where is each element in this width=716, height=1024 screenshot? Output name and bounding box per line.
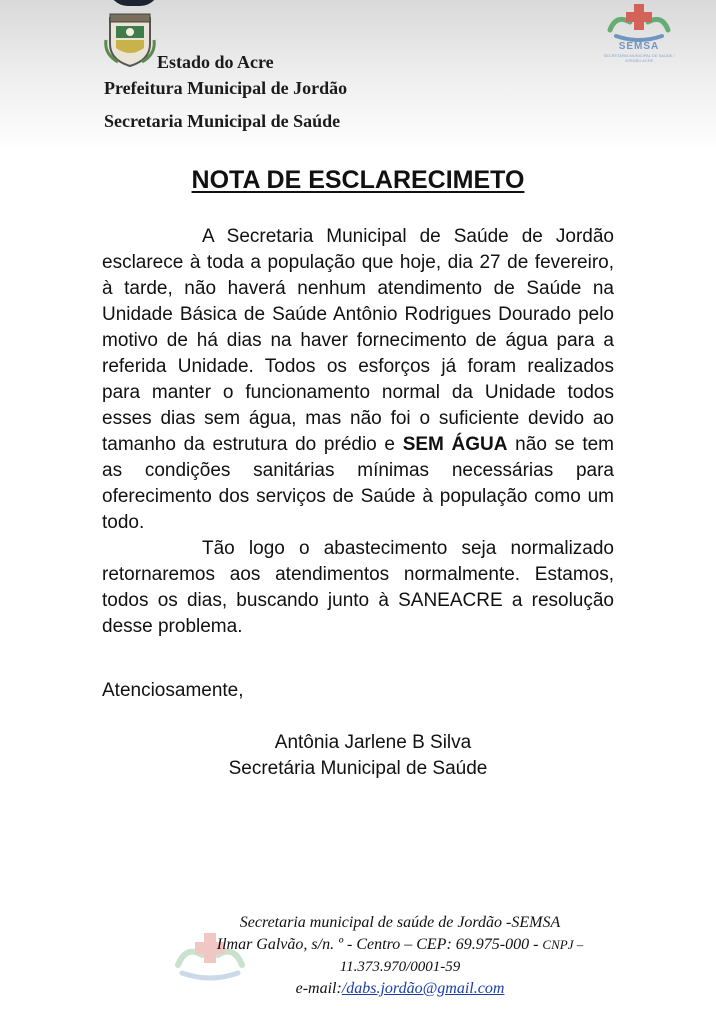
footer-email-link[interactable]: /dabs.jordão@gmail.com [341,980,505,997]
footer-line-1: Secretaria municipal de saúde de Jordão -SEMSA [239,914,561,931]
municipal-crest-icon [104,10,156,68]
document-title-text: NOTA DE ESCLARECIMETO [191,166,525,194]
closing-salutation: Atenciosamente, [102,680,244,701]
document-title [0,166,716,195]
paragraph-1-text-b: não se tem as condições sanitárias mínimas necessárias para oferecimento dos serviços de Saúde à população como um todo. [102,434,614,533]
footer-address [190,934,610,956]
document-body [102,224,614,640]
semsa-logo-text: SEMSA [618,41,660,52]
header-prefecture: Prefeitura Municipal de Jordão [104,78,348,98]
paragraph-1 [102,224,614,536]
paragraph-2: Tão logo o abastecimento seja normalizado retornaremos aos atendimentos normalmente. Estamos, todos os dias, buscando junto à SANEACRE a resolução desse problema. [102,538,614,637]
footer [190,912,610,1000]
footer-cnpj-label: CNPJ – [542,937,584,952]
footer-email [190,978,610,1000]
footer-address-text: Ilmar Galvão, s/n. º - Centro – CEP: 69.975-000 - [216,936,543,953]
footer-email-label: e-mail: [295,980,342,997]
paragraph-1-bold: SEM ÁGUA [402,434,508,455]
semsa-logo [596,0,682,64]
semsa-logo-icon [596,0,682,42]
footer-cnpj: 11.373.970/0001-59 [339,959,461,975]
semsa-logo-subtext: SECRETARIA MUNICIPAL DE SAÚDE / JORDÃO ACRE [603,53,675,63]
header-secretariat: Secretaria Municipal de Saúde [104,111,341,131]
signature-name: Antônia Jarlene B Silva [274,732,472,753]
paragraph-1-text-a: A Secretaria Municipal de Saúde de Jordão esclarece à toda a população que hoje, dia 27 de fevereiro, à tarde, não haverá nenhum atendimento de Saúde na Unidade Básica de Saúde Antônio Rodrigues Dourado pelo motivo de há dias na haver fornecimento de água para a referida Unidade. Todos os esforços já foram realizados para manter o funcionamento normal da Unidade todos esses dias sem água, mas não foi o suficiente devido ao tamanho da estrutura do prédio e [102,226,614,455]
header-state: Estado do Acre [157,52,274,72]
signature-role: Secretária Municipal de Saúde [228,758,488,779]
